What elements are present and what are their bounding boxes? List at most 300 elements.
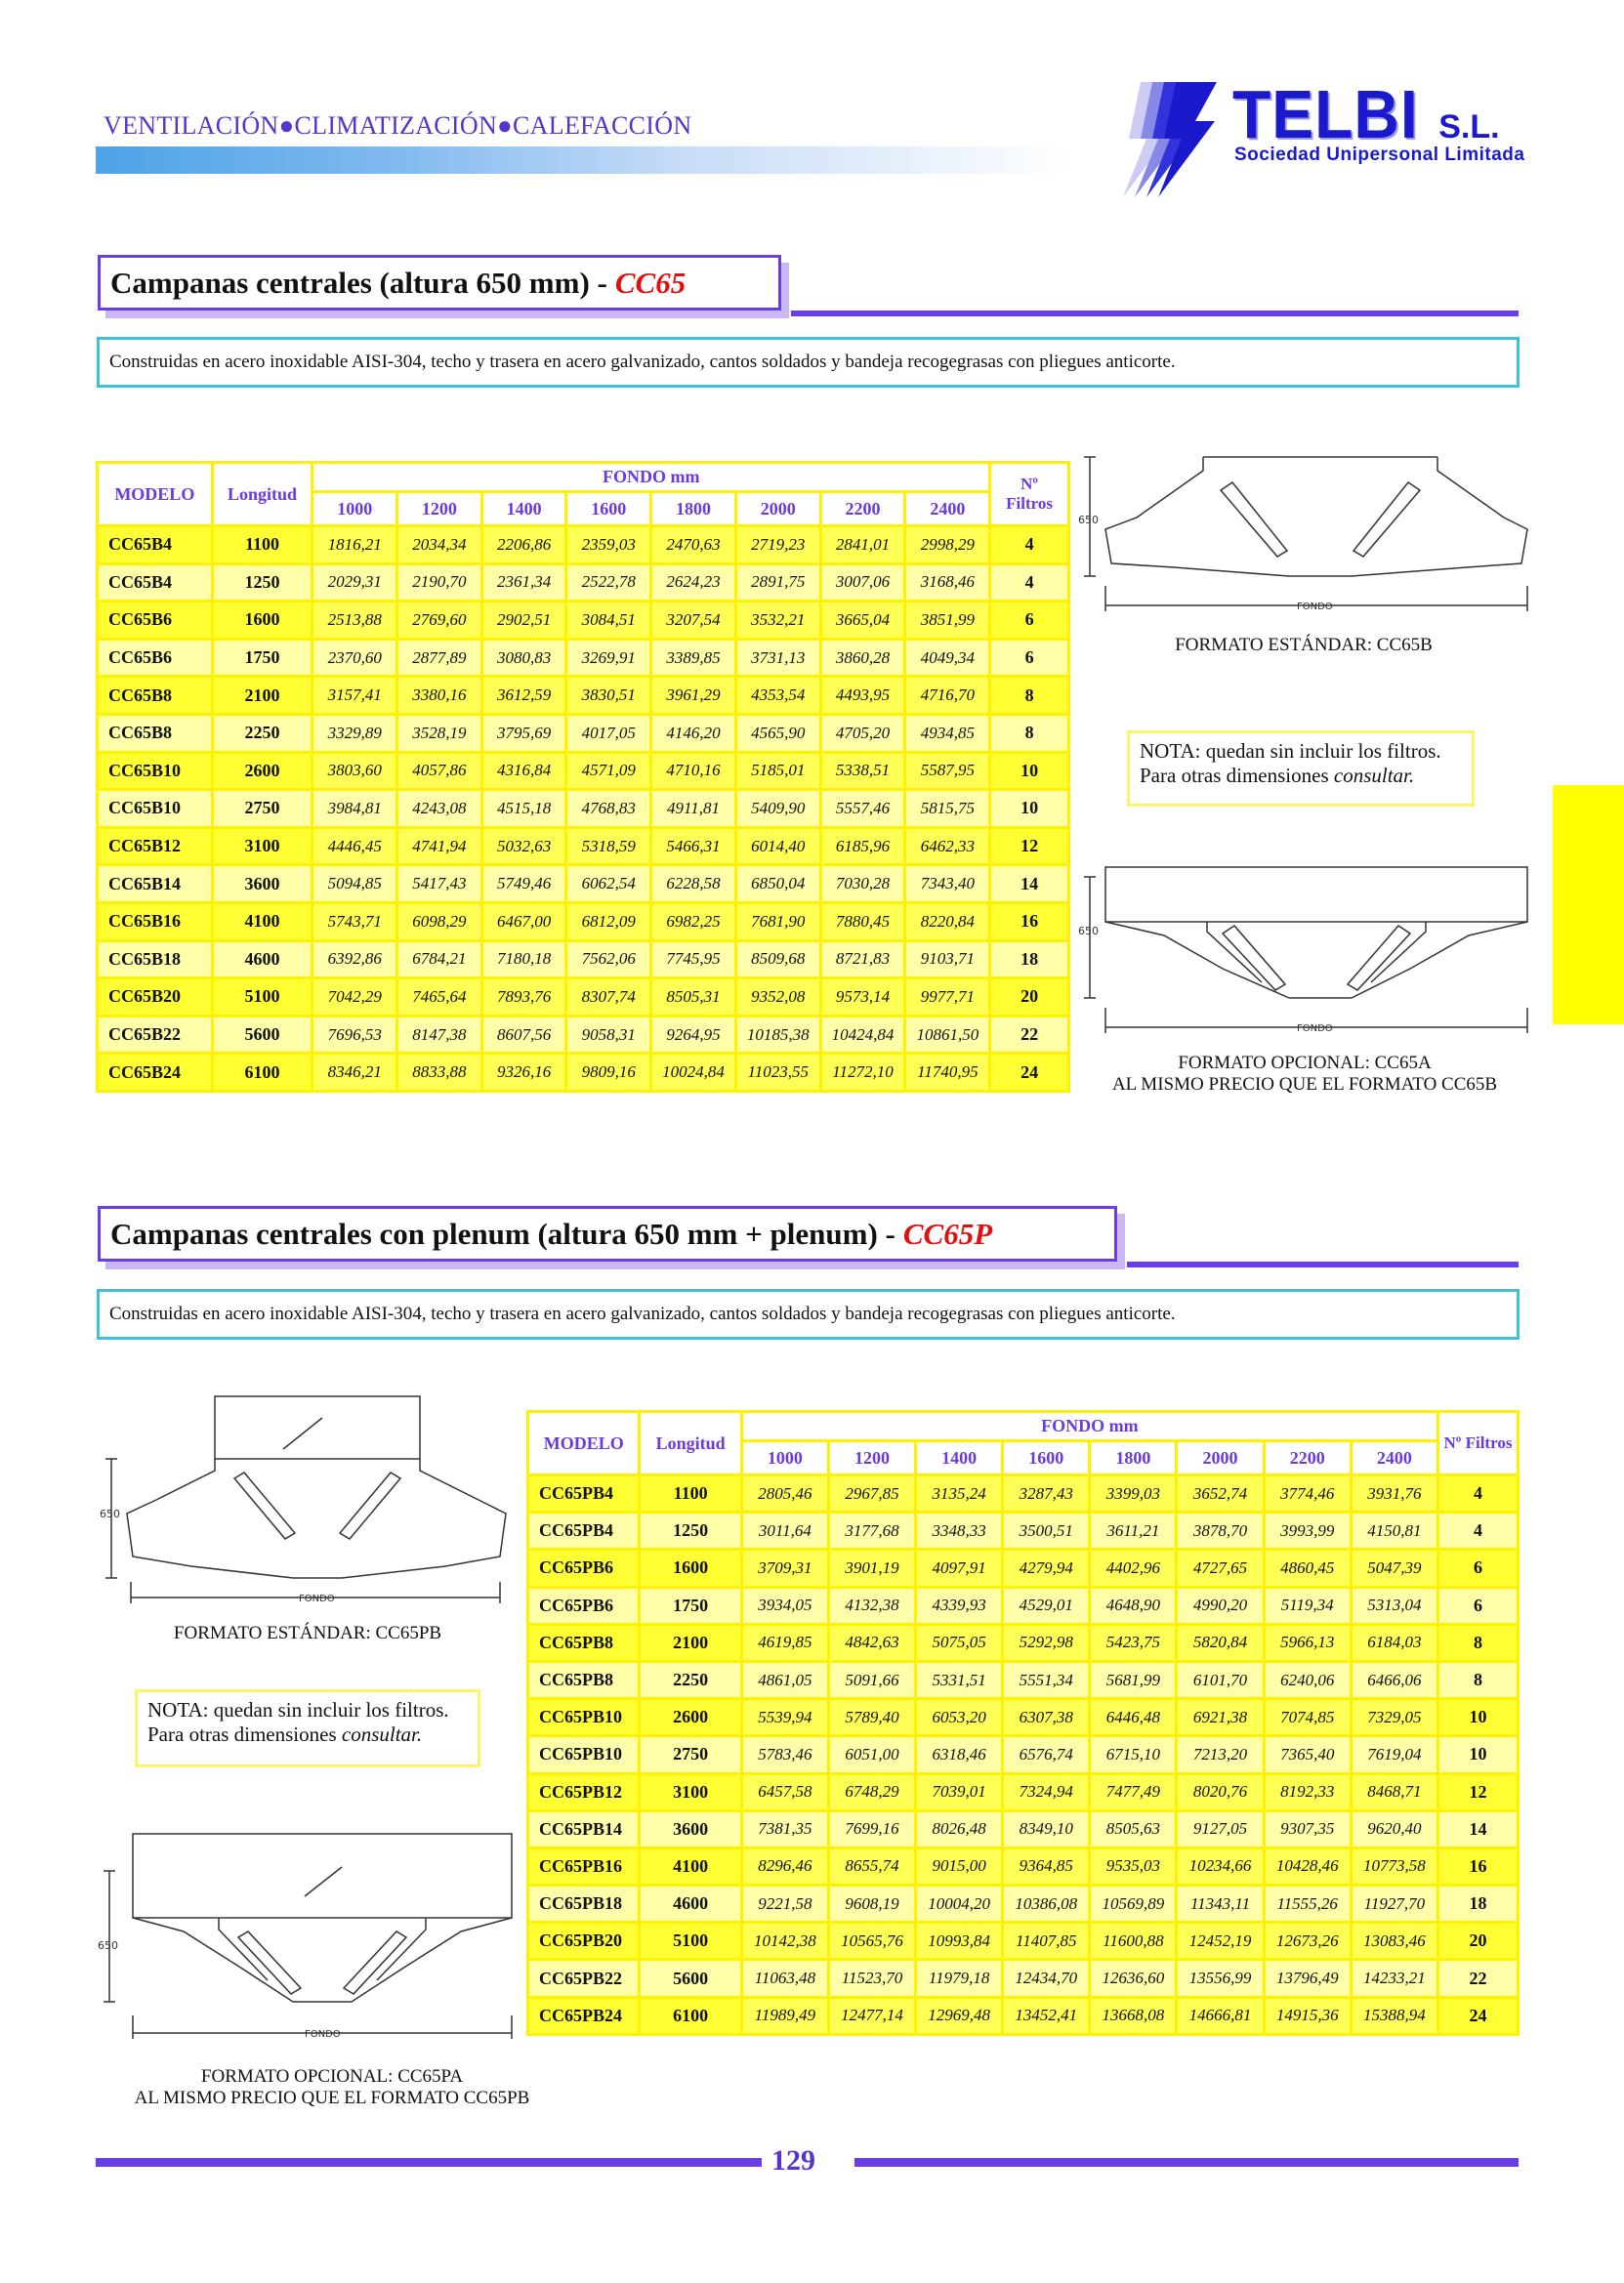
section-description: Construidas en acero inoxidable AISI-304, techo y trasera en acero galvanizado, cantos soldados y bandeja recogegrasas con pliegues anticorte. [97,337,1520,388]
filters-cell: 8 [990,714,1069,752]
price-cell: 4515,18 [481,790,566,828]
fondo-header-1400: 1400 [481,492,566,526]
table-row [528,1513,1519,1550]
fondo-header-2400: 2400 [905,492,990,526]
price-cell: 9326,16 [481,1054,566,1092]
length-cell: 5600 [640,1960,741,1997]
price-cell: 2805,46 [741,1475,828,1513]
logo-subtitle: Sociedad Unipersonal Limitada [1234,145,1525,165]
model-cell: CC65PB24 [528,1997,640,2034]
price-cell: 5318,59 [566,827,651,865]
header-tagline: VENTILACIÓN●CLIMATIZACIÓN●CALEFACCIÓN [104,111,692,140]
price-cell: 13083,46 [1351,1923,1437,1960]
price-cell: 4861,05 [741,1661,828,1698]
model-cell: CC65B16 [98,902,213,940]
price-cell: 5423,75 [1090,1624,1177,1661]
footer-bar-left [96,2158,762,2167]
price-cell: 4934,85 [905,714,990,752]
price-cell: 6850,04 [735,865,820,903]
fondo-header-1000: 1000 [741,1441,828,1475]
price-cell: 3652,74 [1177,1475,1264,1513]
price-cell: 8505,31 [651,978,736,1017]
model-cell: CC65B10 [98,790,213,828]
length-cell: 2250 [212,714,312,752]
price-cell: 8220,84 [905,902,990,940]
price-cell: 9977,71 [905,978,990,1017]
price-cell: 4727,65 [1177,1550,1264,1587]
table-row [528,1699,1519,1736]
price-cell: 11555,26 [1264,1886,1351,1923]
price-cell: 3611,21 [1090,1513,1177,1550]
price-cell: 3934,05 [741,1587,828,1624]
price-cell: 10142,38 [741,1923,828,1960]
price-cell: 6812,09 [566,902,651,940]
caption-optional-line-1: FORMATO OPCIONAL: CC65PA [200,2066,464,2087]
dimension-depth-label: FONDO [305,2029,341,2040]
drawing-optional-cc65a [1076,859,1535,1045]
price-cell: 8020,76 [1177,1773,1264,1810]
price-cell: 8192,33 [1264,1773,1351,1810]
model-cell: CC65B18 [98,940,213,978]
price-cell: 12452,19 [1177,1923,1264,1960]
filters-cell: 10 [990,752,1069,790]
price-cell: 3851,99 [905,602,990,640]
filters-cell: 4 [1437,1475,1518,1513]
filters-cell: 16 [1437,1847,1518,1885]
price-cell: 13796,49 [1264,1960,1351,1997]
price-cell: 10004,20 [916,1886,1003,1923]
price-cell: 5292,98 [1003,1624,1090,1661]
price-cell: 6184,03 [1351,1624,1437,1661]
length-cell: 4100 [640,1847,741,1885]
model-cell: CC65B8 [98,677,213,715]
price-cell: 5557,46 [820,790,905,828]
model-cell: CC65B14 [98,865,213,903]
table-row [528,1997,1519,2034]
price-cell: 3528,19 [397,714,482,752]
price-cell: 3287,43 [1003,1475,1090,1513]
drawing-standard-cc65pb [98,1391,508,1615]
price-cell: 9221,58 [741,1886,828,1923]
fondo-header-1600: 1600 [566,492,651,526]
table-row [98,563,1069,602]
price-cell: 14666,81 [1177,1997,1264,2034]
price-cell: 8349,10 [1003,1810,1090,1847]
price-cell: 10024,84 [651,1054,736,1092]
header-fondo: FONDO mm [312,463,990,492]
price-cell: 13452,41 [1003,1997,1090,2034]
filters-cell: 8 [1437,1661,1518,1698]
price-cell: 6467,00 [481,902,566,940]
price-cell: 8346,21 [312,1054,397,1092]
price-cell: 5185,01 [735,752,820,790]
price-cell: 11523,70 [828,1960,915,1997]
price-cell: 4571,09 [566,752,651,790]
model-cell: CC65B10 [98,752,213,790]
price-cell: 7465,64 [397,978,482,1017]
price-cell: 6101,70 [1177,1661,1264,1698]
table-row [98,1054,1069,1092]
model-cell: CC65PB18 [528,1886,640,1923]
price-cell: 7619,04 [1351,1736,1437,1773]
price-cell: 2034,34 [397,526,482,564]
price-cell: 7699,16 [828,1810,915,1847]
price-cell: 5820,84 [1177,1624,1264,1661]
price-cell: 1816,21 [312,526,397,564]
table-row [528,1624,1519,1661]
company-logo [1232,76,1500,152]
filters-cell: 6 [1437,1550,1518,1587]
price-cell: 4648,90 [1090,1587,1177,1624]
model-cell: CC65B24 [98,1054,213,1092]
price-cell: 3709,31 [741,1550,828,1587]
price-cell: 12636,60 [1090,1960,1177,1997]
fondo-header-2000: 2000 [735,492,820,526]
note-consult: consultar. [341,1723,423,1746]
length-cell: 3600 [212,865,312,903]
logo-name: TELBI [1232,76,1419,152]
price-cell: 11272,10 [820,1054,905,1092]
price-cell: 2470,63 [651,526,736,564]
price-cell: 11023,55 [735,1054,820,1092]
filters-cell: 22 [1437,1960,1518,1997]
price-cell: 5417,43 [397,865,482,903]
price-cell: 7329,05 [1351,1699,1437,1736]
length-cell: 1100 [640,1475,741,1513]
price-cell: 8307,74 [566,978,651,1017]
filters-cell: 4 [1437,1513,1518,1550]
price-cell: 2624,23 [651,563,736,602]
filters-cell: 12 [1437,1773,1518,1810]
fondo-header-1200: 1200 [397,492,482,526]
price-cell: 5681,99 [1090,1661,1177,1698]
table-row [98,902,1069,940]
price-cell: 7745,95 [651,940,736,978]
model-cell: CC65PB14 [528,1810,640,1847]
section-model-code: CC65 [614,265,687,300]
table-row [528,1475,1519,1513]
price-cell: 6715,10 [1090,1736,1177,1773]
price-cell: 3500,51 [1003,1513,1090,1550]
table-row [528,1886,1519,1923]
price-cell: 5047,39 [1351,1550,1437,1587]
price-cell: 7042,29 [312,978,397,1017]
length-cell: 3100 [640,1773,741,1810]
price-cell: 5551,34 [1003,1661,1090,1698]
price-cell: 4768,83 [566,790,651,828]
price-cell: 9127,05 [1177,1810,1264,1847]
length-cell: 1100 [212,526,312,564]
fondo-header-1400: 1400 [916,1441,1003,1475]
length-cell: 4100 [212,902,312,940]
price-cell: 5783,46 [741,1736,828,1773]
price-cell: 6307,38 [1003,1699,1090,1736]
price-cell: 6466,06 [1351,1661,1437,1698]
length-cell: 1750 [212,639,312,677]
model-cell: CC65B4 [98,526,213,564]
page-number: 129 [771,2144,815,2177]
length-cell: 4600 [640,1886,741,1923]
table-row [98,639,1069,677]
length-cell: 2100 [212,677,312,715]
price-cell: 9364,85 [1003,1847,1090,1885]
filters-cell: 24 [1437,1997,1518,2034]
price-cell: 10185,38 [735,1016,820,1054]
model-cell: CC65B6 [98,639,213,677]
price-cell: 4353,54 [735,677,820,715]
price-cell: 10565,76 [828,1923,915,1960]
header-fondo: FONDO mm [741,1412,1437,1441]
section-title-text: Campanas centrales con plenum (altura 650 mm + plenum) - [110,1216,895,1251]
length-cell: 2250 [640,1661,741,1698]
price-cell: 3731,13 [735,639,820,677]
price-cell: 5815,75 [905,790,990,828]
section-rule [791,311,1519,316]
fondo-header-2200: 2200 [1264,1441,1351,1475]
section-title-cc65p [98,1206,1117,1262]
filters-cell: 16 [990,902,1069,940]
price-cell: 4860,45 [1264,1550,1351,1587]
price-cell: 9352,08 [735,978,820,1017]
fondo-header-1000: 1000 [312,492,397,526]
table-row [98,978,1069,1017]
table-row [528,1773,1519,1810]
price-cell: 7213,20 [1177,1736,1264,1773]
table-row [528,1587,1519,1624]
model-cell: CC65PB10 [528,1699,640,1736]
filters-cell: 20 [990,978,1069,1017]
price-cell: 4057,86 [397,752,482,790]
price-cell: 9264,95 [651,1016,736,1054]
price-cell: 5539,94 [741,1699,828,1736]
price-cell: 3984,81 [312,790,397,828]
price-table-cc65 [96,461,1070,1093]
price-cell: 4741,94 [397,827,482,865]
section-model-code: CC65P [902,1216,993,1251]
fondo-header-1200: 1200 [828,1441,915,1475]
price-cell: 8833,88 [397,1054,482,1092]
filters-cell: 20 [1437,1923,1518,1960]
price-cell: 8509,68 [735,940,820,978]
price-cell: 3207,54 [651,602,736,640]
caption-standard: FORMATO ESTÁNDAR: CC65B [1175,635,1433,655]
price-cell: 3157,41 [312,677,397,715]
price-cell: 4279,94 [1003,1550,1090,1587]
price-cell: 3380,16 [397,677,482,715]
price-cell: 8655,74 [828,1847,915,1885]
price-cell: 2967,85 [828,1475,915,1513]
filters-cell: 6 [990,639,1069,677]
price-cell: 3665,04 [820,602,905,640]
price-cell: 7477,49 [1090,1773,1177,1810]
filters-cell: 14 [990,865,1069,903]
table-row [528,1960,1519,1997]
price-cell: 6318,46 [916,1736,1003,1773]
price-cell: 9015,00 [916,1847,1003,1885]
price-cell: 7030,28 [820,865,905,903]
price-cell: 8505,63 [1090,1810,1177,1847]
price-cell: 4565,90 [735,714,820,752]
price-cell: 6982,25 [651,902,736,940]
fondo-header-2200: 2200 [820,492,905,526]
length-cell: 1600 [640,1550,741,1587]
price-cell: 7681,90 [735,902,820,940]
filters-cell: 14 [1437,1810,1518,1847]
caption-optional-line-1: FORMATO OPCIONAL: CC65A [1178,1053,1432,1073]
length-cell: 5100 [212,978,312,1017]
caption-optional [107,2066,557,2109]
price-cell: 11063,48 [741,1960,828,1997]
price-cell: 5338,51 [820,752,905,790]
model-cell: CC65PB8 [528,1661,640,1698]
price-cell: 4150,81 [1351,1513,1437,1550]
dimension-depth-label: FONDO [1297,1023,1333,1034]
price-cell: 6098,29 [397,902,482,940]
price-cell: 6240,06 [1264,1661,1351,1698]
price-cell: 3329,89 [312,714,397,752]
drawing-standard-cc65b [1076,449,1535,625]
price-cell: 3168,46 [905,563,990,602]
price-cell: 4493,95 [820,677,905,715]
price-cell: 3399,03 [1090,1475,1177,1513]
model-cell: CC65PB10 [528,1736,640,1773]
filters-cell: 22 [990,1016,1069,1054]
price-cell: 2359,03 [566,526,651,564]
table-row [98,526,1069,564]
price-cell: 4529,01 [1003,1587,1090,1624]
price-cell: 7180,18 [481,940,566,978]
model-cell: CC65PB22 [528,1960,640,1997]
price-cell: 7324,94 [1003,1773,1090,1810]
price-cell: 4132,38 [828,1587,915,1624]
price-cell: 3878,70 [1177,1513,1264,1550]
price-cell: 8296,46 [741,1847,828,1885]
note-line-2: Para otras dimensiones consultar. [147,1723,423,1746]
filters-cell: 18 [1437,1886,1518,1923]
price-cell: 6784,21 [397,940,482,978]
price-cell: 6053,20 [916,1699,1003,1736]
table-row [98,1016,1069,1054]
table-row [528,1661,1519,1698]
dimension-depth-label: FONDO [299,1594,335,1604]
price-cell: 4619,85 [741,1624,828,1661]
price-cell: 10234,66 [1177,1847,1264,1885]
price-cell: 3803,60 [312,752,397,790]
price-cell: 2902,51 [481,602,566,640]
fondo-header-2400: 2400 [1351,1441,1437,1475]
table-row [98,940,1069,978]
table-row [528,1847,1519,1885]
price-cell: 4842,63 [828,1624,915,1661]
price-cell: 8468,71 [1351,1773,1437,1810]
note-consult: consultar. [1333,764,1415,787]
filters-cell: 10 [990,790,1069,828]
table-row [98,827,1069,865]
price-cell: 5075,05 [916,1624,1003,1661]
price-cell: 4911,81 [651,790,736,828]
length-cell: 2750 [640,1736,741,1773]
price-cell: 6446,48 [1090,1699,1177,1736]
price-cell: 13668,08 [1090,1997,1177,2034]
price-cell: 8721,83 [820,940,905,978]
price-cell: 9535,03 [1090,1847,1177,1885]
price-cell: 2513,88 [312,602,397,640]
price-cell: 7365,40 [1264,1736,1351,1773]
length-cell: 6100 [212,1054,312,1092]
price-cell: 2522,78 [566,563,651,602]
price-cell: 11927,70 [1351,1886,1437,1923]
price-cell: 3774,46 [1264,1475,1351,1513]
length-cell: 5600 [212,1016,312,1054]
drawing-optional-cc65pa [96,1820,516,2047]
price-cell: 7039,01 [916,1773,1003,1810]
length-cell: 2600 [212,752,312,790]
section-title-cc65 [98,255,781,311]
price-cell: 7880,45 [820,902,905,940]
price-cell: 6051,00 [828,1736,915,1773]
model-cell: CC65B4 [98,563,213,602]
header-length: Longitud [212,463,312,526]
price-cell: 9620,40 [1351,1810,1437,1847]
price-cell: 11989,49 [741,1997,828,2034]
price-cell: 10569,89 [1090,1886,1177,1923]
price-cell: 4446,45 [312,827,397,865]
header-filters: Nº Filtros [990,463,1069,526]
price-cell: 11740,95 [905,1054,990,1092]
price-cell: 4990,20 [1177,1587,1264,1624]
price-cell: 10386,08 [1003,1886,1090,1923]
price-cell: 6576,74 [1003,1736,1090,1773]
price-cell: 9103,71 [905,940,990,978]
model-cell: CC65PB4 [528,1513,640,1550]
note-box [135,1689,480,1767]
price-cell: 2998,29 [905,526,990,564]
model-cell: CC65PB4 [528,1475,640,1513]
header-filters: Nº Filtros [1437,1412,1518,1475]
price-cell: 9058,31 [566,1016,651,1054]
price-cell: 3269,91 [566,639,651,677]
price-cell: 5409,90 [735,790,820,828]
header-gradient-bar [96,146,1072,174]
model-cell: CC65PB8 [528,1624,640,1661]
dimension-depth-label: FONDO [1297,602,1333,612]
price-cell: 3348,33 [916,1513,1003,1550]
price-cell: 4049,34 [905,639,990,677]
price-cell: 4097,91 [916,1550,1003,1587]
price-cell: 8607,56 [481,1016,566,1054]
length-cell: 1250 [640,1513,741,1550]
price-cell: 2370,60 [312,639,397,677]
price-cell: 2719,23 [735,526,820,564]
model-cell: CC65B8 [98,714,213,752]
price-cell: 7074,85 [1264,1699,1351,1736]
price-cell: 9307,35 [1264,1810,1351,1847]
model-cell: CC65PB20 [528,1923,640,1960]
table-row [528,1736,1519,1773]
price-cell: 3135,24 [916,1475,1003,1513]
table-row [528,1923,1519,1960]
filters-cell: 18 [990,940,1069,978]
price-cell: 11600,88 [1090,1923,1177,1960]
price-cell: 6062,54 [566,865,651,903]
filters-cell: 8 [990,677,1069,715]
price-cell: 2891,75 [735,563,820,602]
price-cell: 4316,84 [481,752,566,790]
price-cell: 5119,34 [1264,1587,1351,1624]
price-cell: 2769,60 [397,602,482,640]
lightning-logo-icon [1103,82,1240,197]
price-cell: 14233,21 [1351,1960,1437,1997]
